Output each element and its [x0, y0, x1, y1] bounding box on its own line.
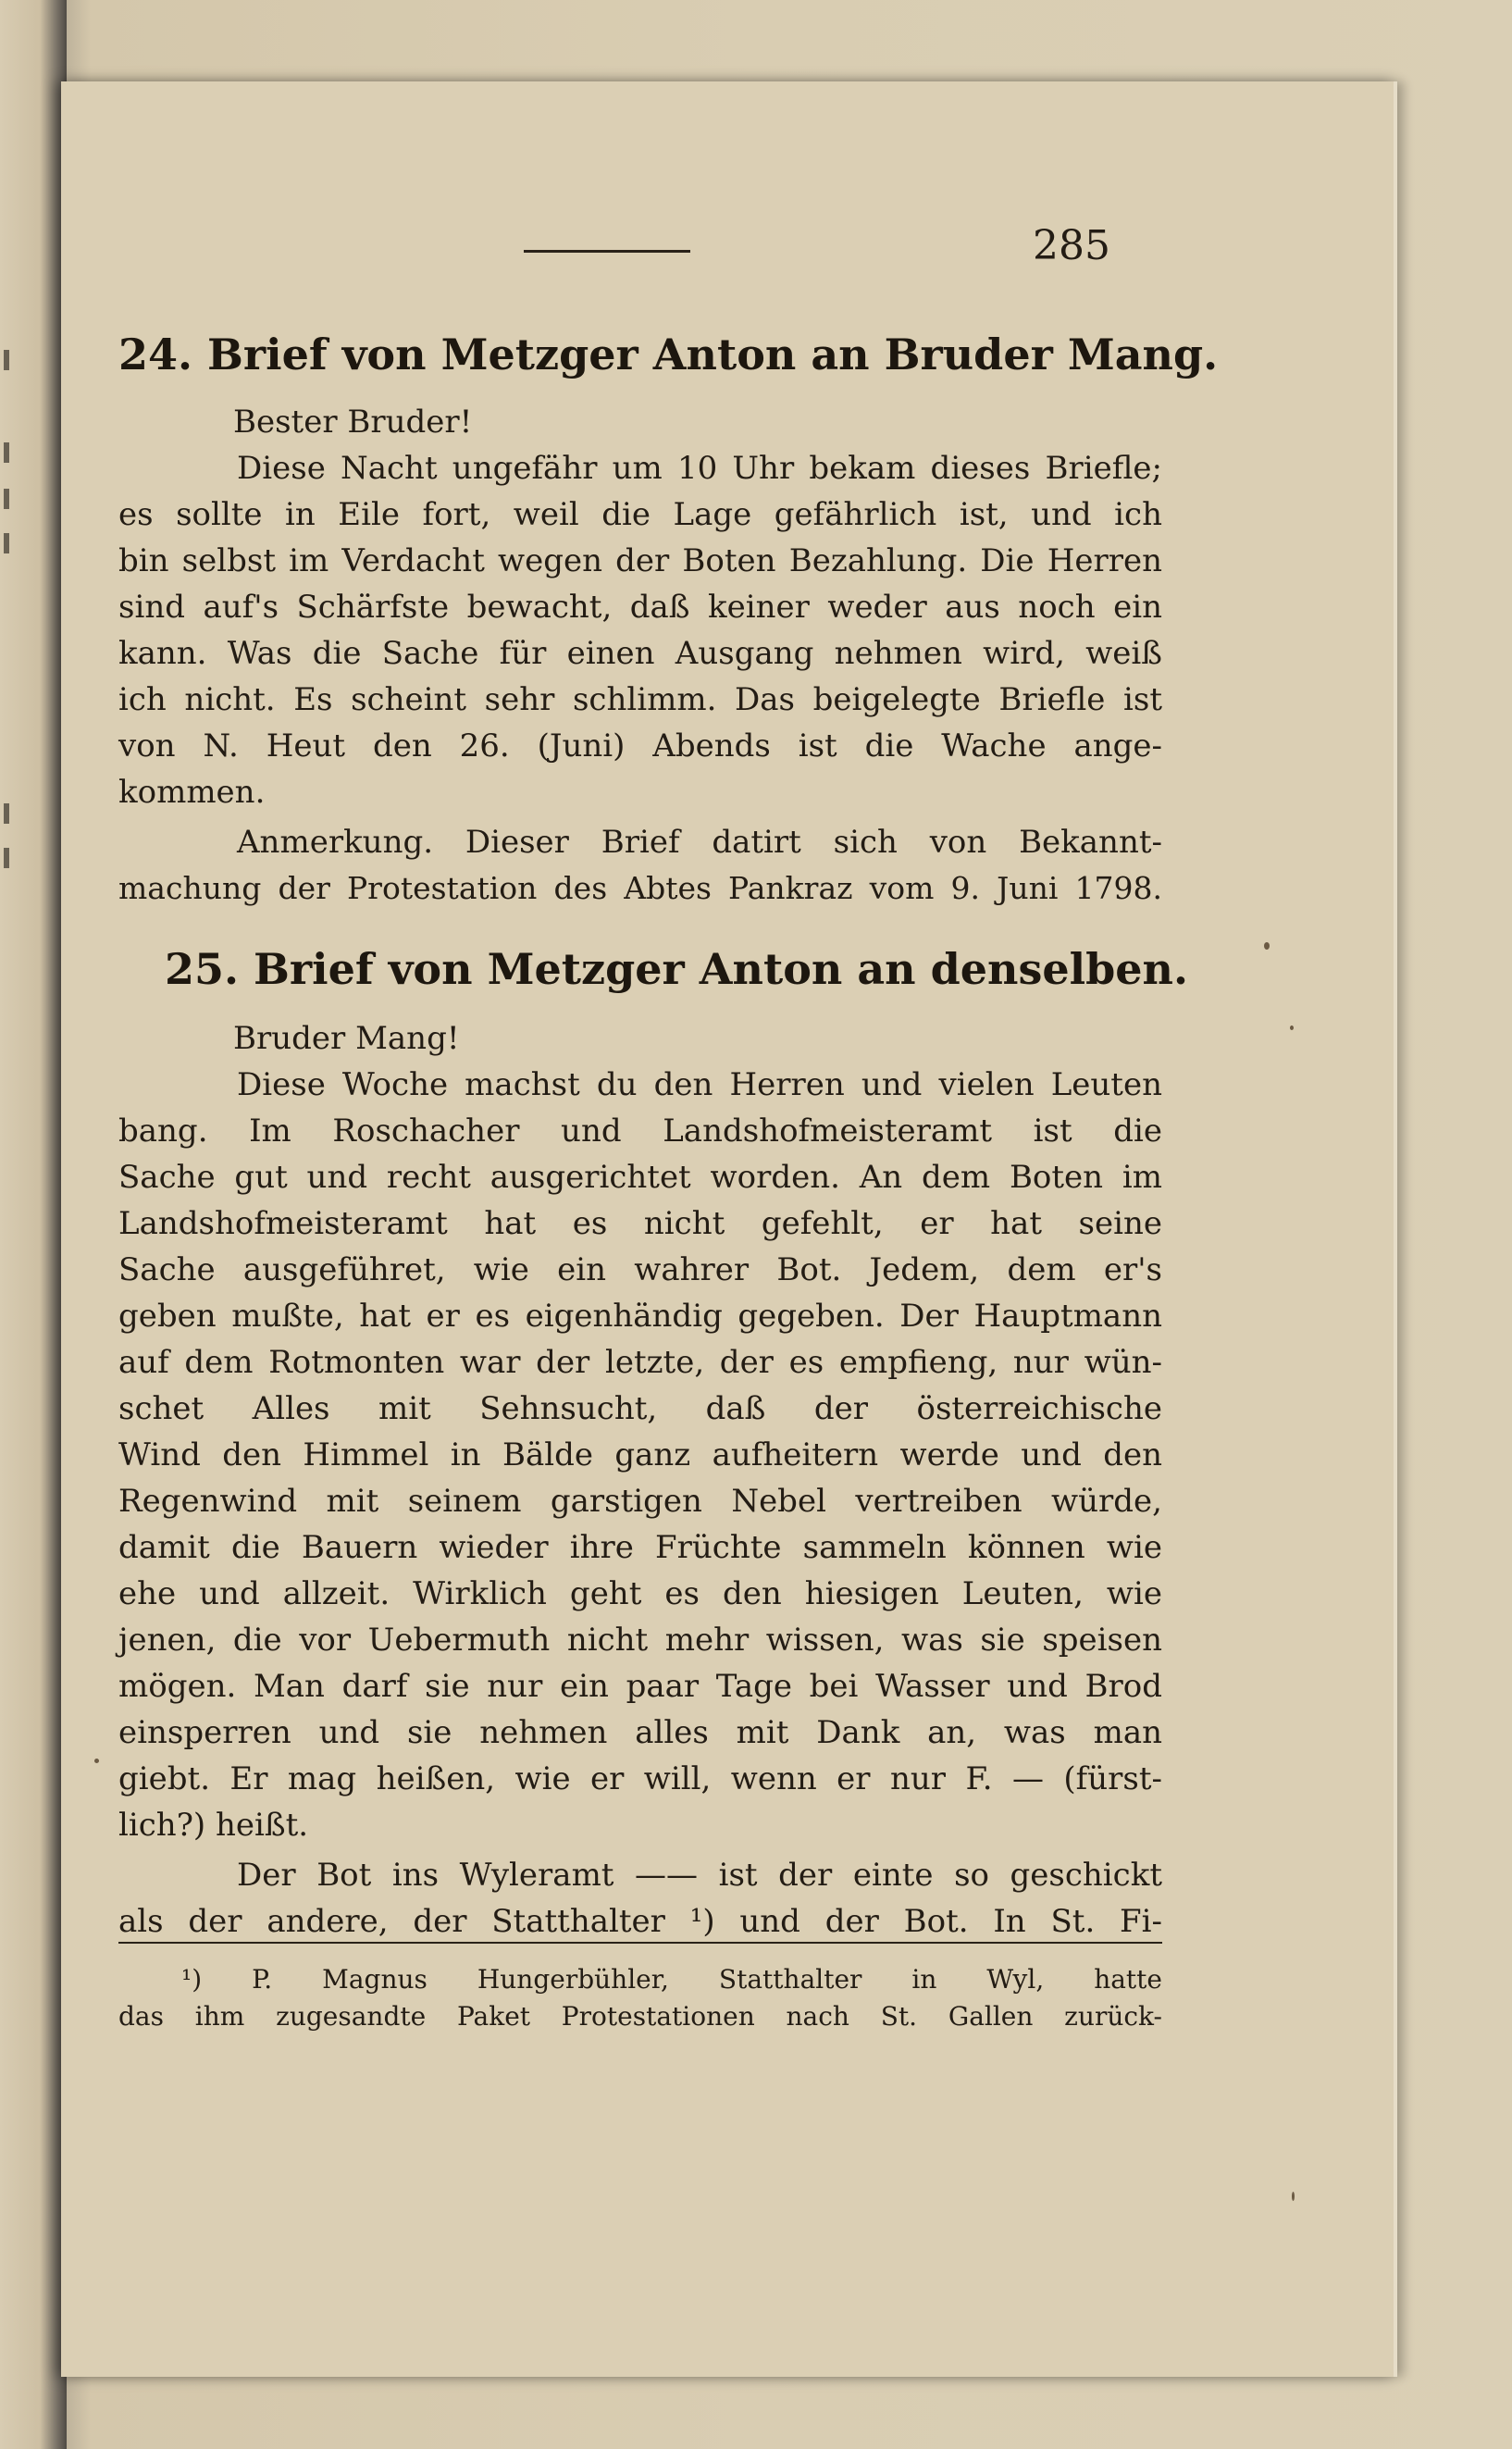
letter25-line: Regenwind mit seinem garstigen Nebel vertreiben würde,	[118, 1483, 1162, 1520]
letter24-line: kann. Was die Sache für einen Ausgang nehmen wird, weiß	[118, 635, 1162, 672]
letter25-line: jenen, die vor Uebermuth nicht mehr wissen, was sie speisen	[118, 1622, 1162, 1659]
bleed-mark	[4, 489, 9, 509]
letter25-line: ehe und allzeit. Wirklich geht es den hiesigen Leuten, wie	[118, 1575, 1162, 1612]
letter24-note: Anmerkung. Dieser Brief datirt sich von Bekannt-	[237, 824, 1162, 861]
bleed-mark	[4, 442, 9, 463]
letter24-line: von N. Heut den 26. (Juni) Abends ist die Wache ange-	[118, 727, 1162, 765]
letter25-line: Wind den Himmel in Bälde ganz aufheitern werde und den	[118, 1436, 1162, 1473]
bleed-mark	[4, 803, 9, 824]
bleed-mark	[4, 848, 9, 868]
letter24-salutation: Bester Bruder!	[233, 404, 473, 441]
page-number: 285	[1033, 222, 1110, 269]
letter25-line: einsperren und sie nehmen alles mit Dank an, was man	[118, 1714, 1162, 1751]
previous-page-edge	[0, 0, 67, 2449]
paper-speck	[94, 1759, 99, 1763]
letter24-line: es sollte in Eile fort, weil die Lage gefährlich ist, und ich	[118, 496, 1162, 533]
letter25-title: 25. Brief von Metzger Anton an denselben.	[165, 944, 1188, 994]
letter25-line: lich?) heißt.	[118, 1807, 309, 1844]
letter24-line: sind auf's Schärfste bewacht, daß keiner weder aus noch ein	[118, 589, 1162, 626]
footnote-line: ¹) P. Magnus Hungerbühler, Statthalter in Wyl, hatte	[181, 1964, 1162, 1995]
letter25-salutation: Bruder Mang!	[233, 1020, 460, 1057]
letter25-line: damit die Bauern wieder ihre Früchte sammeln können wie	[118, 1529, 1162, 1566]
letter24-line: ich nicht. Es scheint sehr schlimm. Das beigelegte Briefle ist	[118, 681, 1162, 718]
letter25-line: mögen. Man darf sie nur ein paar Tage bei Wasser und Brod	[118, 1668, 1162, 1705]
letter25-line: Diese Woche machst du den Herren und vielen Leuten	[237, 1066, 1162, 1103]
letter24-note: machung der Protestation des Abtes Pankraz vom 9. Juni 1798.	[118, 870, 1162, 906]
letter25-line: Sache ausgeführet, wie ein wahrer Bot. Jedem, dem er's	[118, 1251, 1162, 1288]
letter25-line: auf dem Rotmonten war der letzte, der es empfieng, nur wün-	[118, 1344, 1162, 1381]
footnote-line: das ihm zugesandte Paket Protestationen nach St. Gallen zurück-	[118, 2001, 1162, 2032]
paper-speck	[1290, 1026, 1294, 1030]
letter24-line: bin selbst im Verdacht wegen der Boten Bezahlung. Die Herren	[118, 542, 1162, 579]
letter25-line: schet Alles mit Sehnsucht, daß der österreichische	[118, 1390, 1162, 1427]
letter25-line: bang. Im Roschacher und Landshofmeisteramt ist die	[118, 1113, 1162, 1150]
letter25-line: Sache gut und recht ausgerichtet worden. An dem Boten im	[118, 1159, 1162, 1196]
letter25-line: giebt. Er mag heißen, wie er will, wenn er nur F. — (fürst-	[118, 1760, 1162, 1797]
letter25-line: als der andere, der Statthalter ¹) und der Bot. In St. Fi-	[118, 1903, 1162, 1940]
letter24-line: kommen.	[118, 774, 266, 811]
bleed-mark	[4, 533, 9, 553]
book-page	[61, 81, 1397, 2377]
bleed-mark	[4, 350, 9, 370]
letter25-line: Der Bot ins Wyleramt —— ist der einte so geschickt	[237, 1857, 1162, 1894]
footnote-rule	[118, 1942, 1162, 1944]
letter24-title: 24. Brief von Metzger Anton an Bruder Mang.	[118, 329, 1219, 379]
letter25-line: geben mußte, hat er es eigenhändig gegeben. Der Hauptmann	[118, 1298, 1162, 1335]
paper-speck	[1264, 942, 1270, 950]
header-rule	[524, 250, 690, 253]
letter25-line: Landshofmeisteramt hat es nicht gefehlt, er hat seine	[118, 1205, 1162, 1242]
paper-speck	[1292, 2192, 1295, 2201]
letter24-line: Diese Nacht ungefähr um 10 Uhr bekam dieses Briefle;	[237, 450, 1162, 487]
